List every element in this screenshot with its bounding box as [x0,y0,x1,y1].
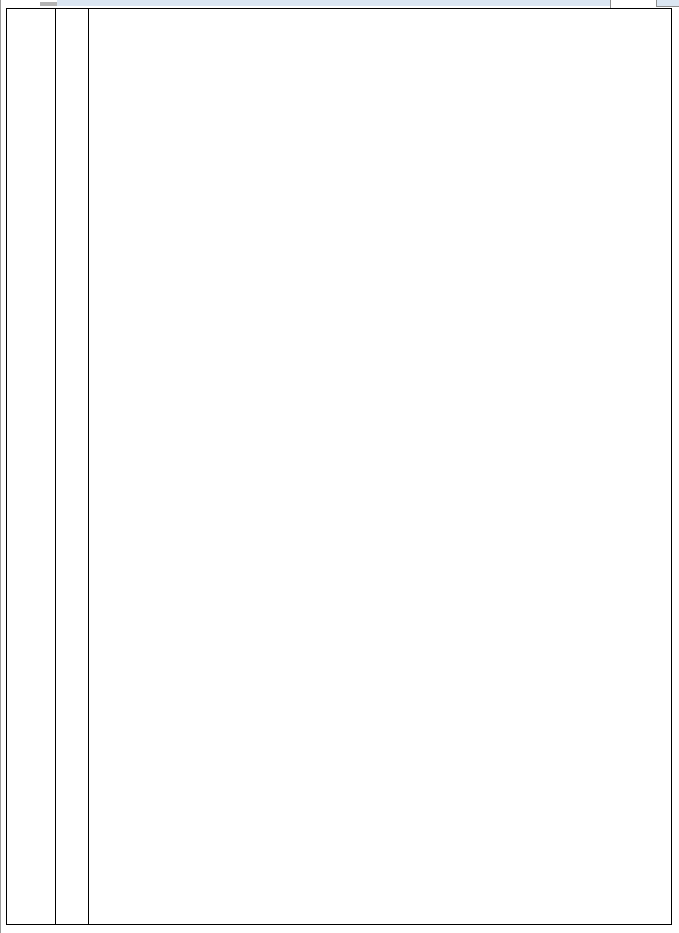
top-blue-band-fragment [57,0,610,6]
cell-student-side[interactable] [7,9,56,924]
cell-trade-network[interactable] [56,9,89,924]
top-right-blue-fragment [656,0,679,7]
features-table [6,8,672,925]
feature-rows [89,9,671,924]
page-left-boundary-line [0,0,1,933]
top-gray-fragment [40,2,57,6]
top-gray-tick [610,0,611,8]
